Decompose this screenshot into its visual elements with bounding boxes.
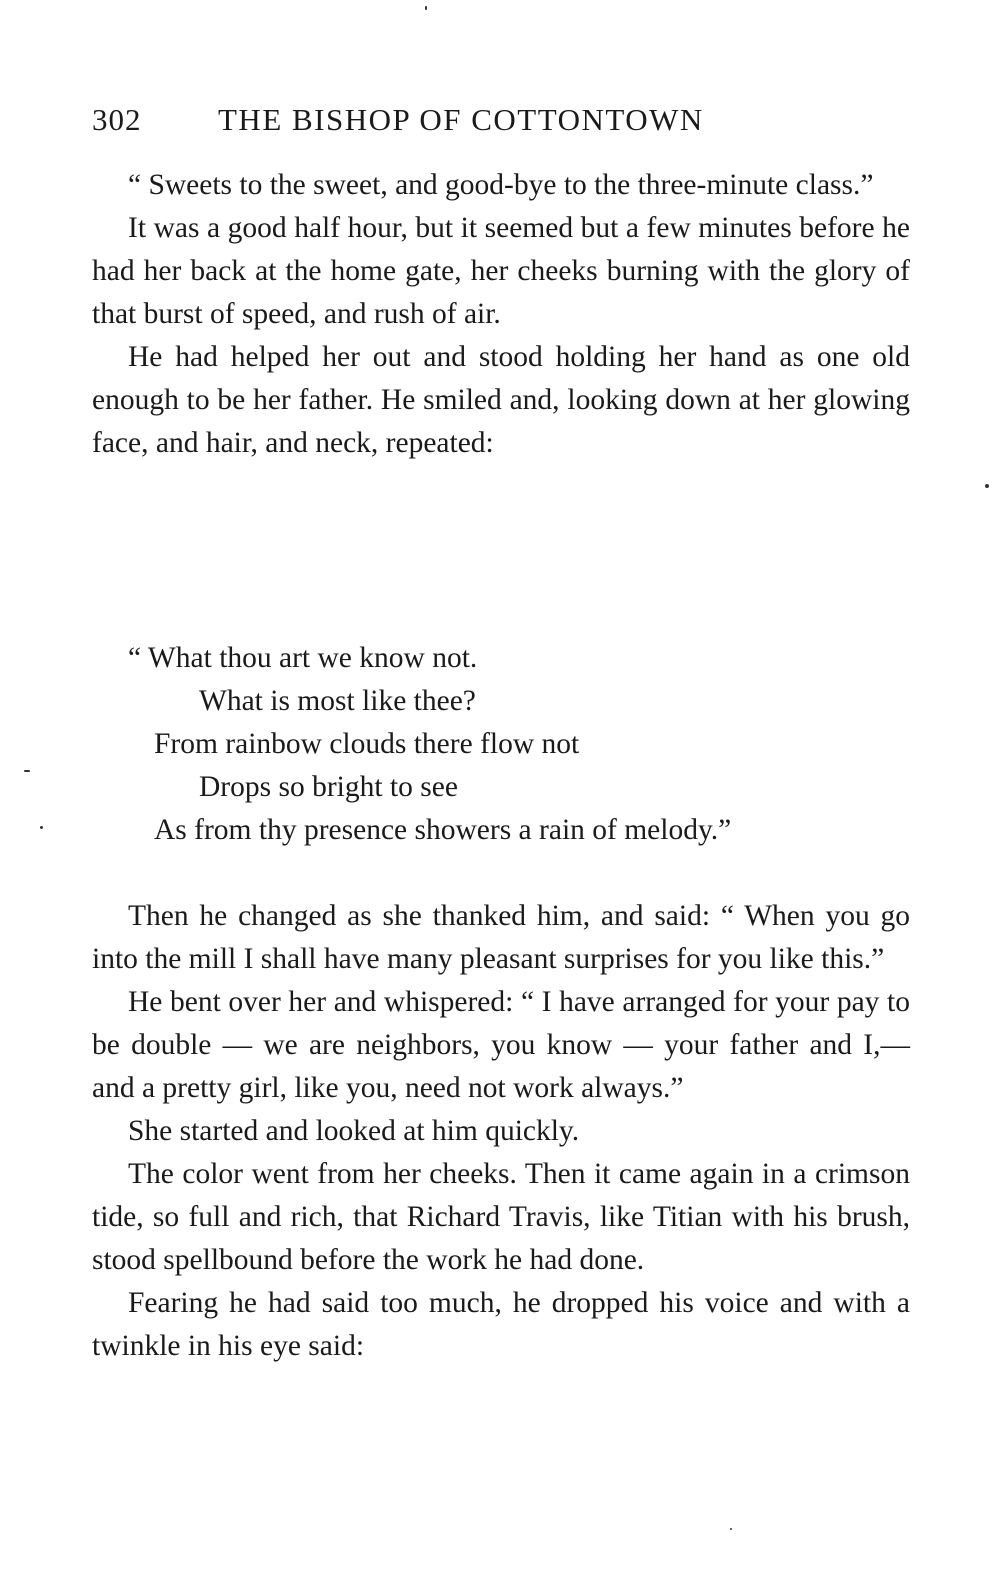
paragraph: She started and looked at him quickly.: [128, 1115, 580, 1147]
paragraph: Fearing he had said too much, he dropped his voice and with a twinkle in his eye said:: [92, 1287, 910, 1362]
poem-line: As from thy presence showers a rain of melody.”: [154, 814, 732, 846]
paragraph: “ Sweets to the sweet, and good-bye to the three-minute class.”: [128, 169, 874, 201]
poem-line: From rainbow clouds there flow not: [154, 728, 580, 760]
text-block-top: [92, 164, 910, 465]
paragraph: Then he changed as she thanked him, and said: “ When you go into the mill I shall have many pleasant surprises for you like this.”: [92, 900, 910, 975]
poem-line: “ What thou art we know not.: [128, 642, 478, 674]
paragraph: It was a good half hour, but it seemed but a few minutes before he had her back at the home gate, her cheeks burning with the glory of that burst of speed, and rush of air.: [92, 212, 910, 330]
text-block-bottom: [92, 895, 910, 1368]
paragraph: He bent over her and whispered: “ I have arranged for your pay to be double — we are neighbors, you know — your father and I,— and a pretty girl, like you, need not work always.”: [92, 986, 910, 1104]
scan-speck: [730, 1528, 732, 1530]
scan-speck: [40, 826, 43, 829]
paragraph: The color went from her cheeks. Then it came again in a crimson tide, so full and rich, that Richard Travis, like Titian with his brush, stood spellbound before the work he had done.: [92, 1158, 910, 1276]
paragraph: He had helped her out and stood holding her hand as one old enough to be her father. He smiled and, looking down at her glowing face, and hair, and neck, repeated:: [92, 341, 910, 459]
scan-speck: [24, 770, 30, 772]
page-number: 302: [92, 102, 142, 137]
poem-line: Drops so bright to see: [199, 771, 458, 803]
scan-speck: [985, 484, 989, 488]
scan-speck: [425, 6, 427, 10]
poem-line: What is most like thee?: [199, 685, 476, 717]
running-head: [92, 102, 912, 142]
poem-block: [92, 637, 910, 852]
book-title: THE BISHOP OF COTTONTOWN: [218, 102, 704, 137]
